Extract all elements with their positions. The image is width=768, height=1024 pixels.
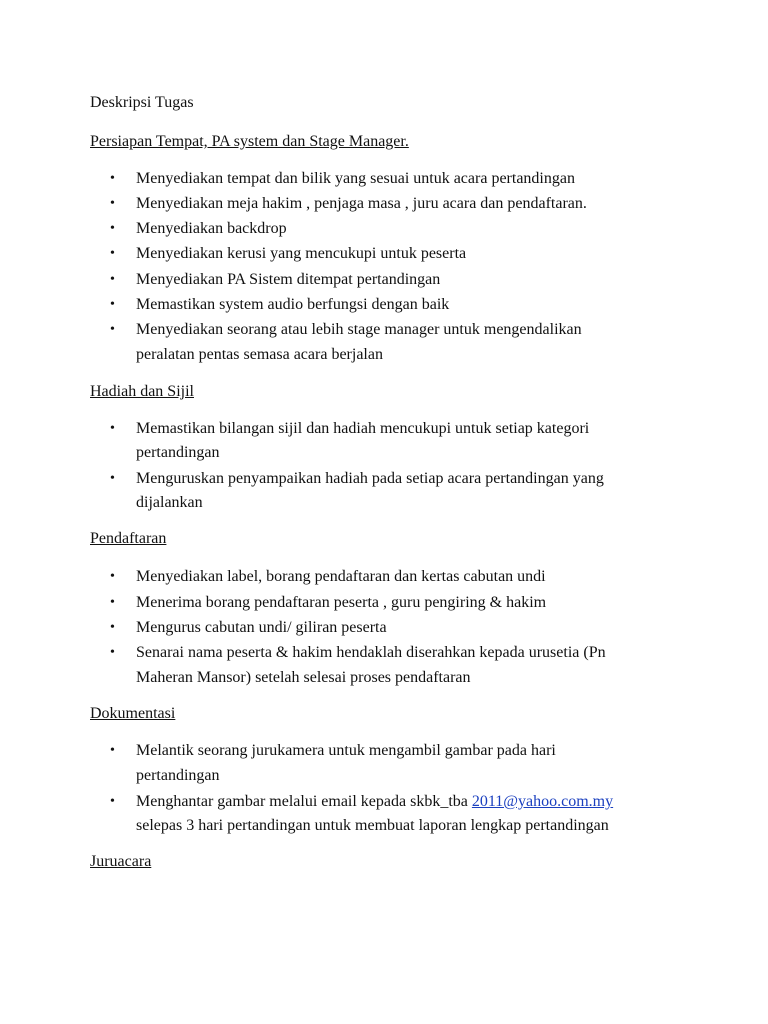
list-item-text: Menguruskan penyampaikan hadiah pada setiap acara pertandingan yang bbox=[136, 470, 604, 487]
section-heading-pendaftaran: Pendaftaran bbox=[90, 530, 167, 547]
bullet-icon: • bbox=[110, 569, 115, 584]
section-heading-persiapan: Persiapan Tempat, PA system dan Stage Manager. bbox=[90, 133, 409, 150]
bullet-icon: • bbox=[110, 421, 115, 436]
list-item-text: Memastikan system audio berfungsi dengan baik bbox=[136, 296, 450, 313]
list-item-text: Menyediakan meja hakim , penjaga masa , juru acara dan pendaftaran. bbox=[136, 195, 587, 212]
list-item-text: Mengurus cabutan undi/ giliran peserta bbox=[136, 619, 387, 636]
list-item-text: Menyediakan seorang atau lebih stage manager untuk mengendalikan bbox=[136, 321, 582, 338]
list-item-text: Senarai nama peserta & hakim hendaklah diserahkan kepada urusetia (Pn bbox=[136, 644, 606, 661]
list-item-text: Memastikan bilangan sijil dan hadiah mencukupi untuk setiap kategori bbox=[136, 420, 590, 437]
list-item-text: peralatan pentas semasa acara berjalan bbox=[136, 346, 383, 363]
list-item-text-part: Menghantar gambar melalui email kepada skbk_tba bbox=[136, 793, 472, 810]
list-item-text: Menyediakan kerusi yang mencukupi untuk peserta bbox=[136, 245, 467, 262]
list-item-text: Maheran Mansor) setelah selesai proses pendaftaran bbox=[136, 669, 471, 686]
bullet-icon: • bbox=[110, 171, 115, 186]
bullet-icon: • bbox=[110, 272, 115, 287]
bullet-icon: • bbox=[110, 297, 115, 312]
bullet-icon: • bbox=[110, 794, 115, 809]
bullet-icon: • bbox=[110, 196, 115, 211]
list-item-text: Menyediakan PA Sistem ditempat pertandingan bbox=[136, 271, 441, 288]
list-item-text: selepas 3 hari pertandingan untuk membuat laporan lengkap pertandingan bbox=[136, 817, 609, 834]
list-item-text: Menyediakan backdrop bbox=[136, 220, 287, 237]
list-item-text: pertandingan bbox=[136, 767, 220, 784]
bullet-icon: • bbox=[110, 595, 115, 610]
list-item-text: dijalankan bbox=[136, 494, 203, 511]
list-item-text: Menyediakan tempat dan bilik yang sesuai untuk acara pertandingan bbox=[136, 170, 575, 187]
email-link[interactable]: 2011@yahoo.com.my bbox=[471, 793, 614, 810]
bullet-icon: • bbox=[110, 645, 115, 660]
section-heading-dokumentasi: Dokumentasi bbox=[90, 705, 176, 722]
list-item-text bbox=[136, 792, 613, 812]
list-item-text: Melantik seorang jurukamera untuk mengambil gambar pada hari bbox=[136, 742, 556, 759]
bullet-icon: • bbox=[110, 743, 115, 758]
bullet-icon: • bbox=[110, 246, 115, 261]
bullet-icon: • bbox=[110, 620, 115, 635]
bullet-icon: • bbox=[110, 471, 115, 486]
bullet-icon: • bbox=[110, 221, 115, 236]
document-title: Deskripsi Tugas bbox=[90, 94, 194, 111]
list-item-text: pertandingan bbox=[136, 444, 220, 461]
section-heading-juruacara: Juruacara bbox=[90, 853, 152, 870]
list-item-text: Menyediakan label, borang pendaftaran dan kertas cabutan undi bbox=[136, 568, 546, 585]
list-item-text: Menerima borang pendaftaran peserta , guru pengiring & hakim bbox=[136, 594, 547, 611]
bullet-icon: • bbox=[110, 322, 115, 337]
section-heading-hadiah: Hadiah dan Sijil bbox=[90, 383, 194, 400]
